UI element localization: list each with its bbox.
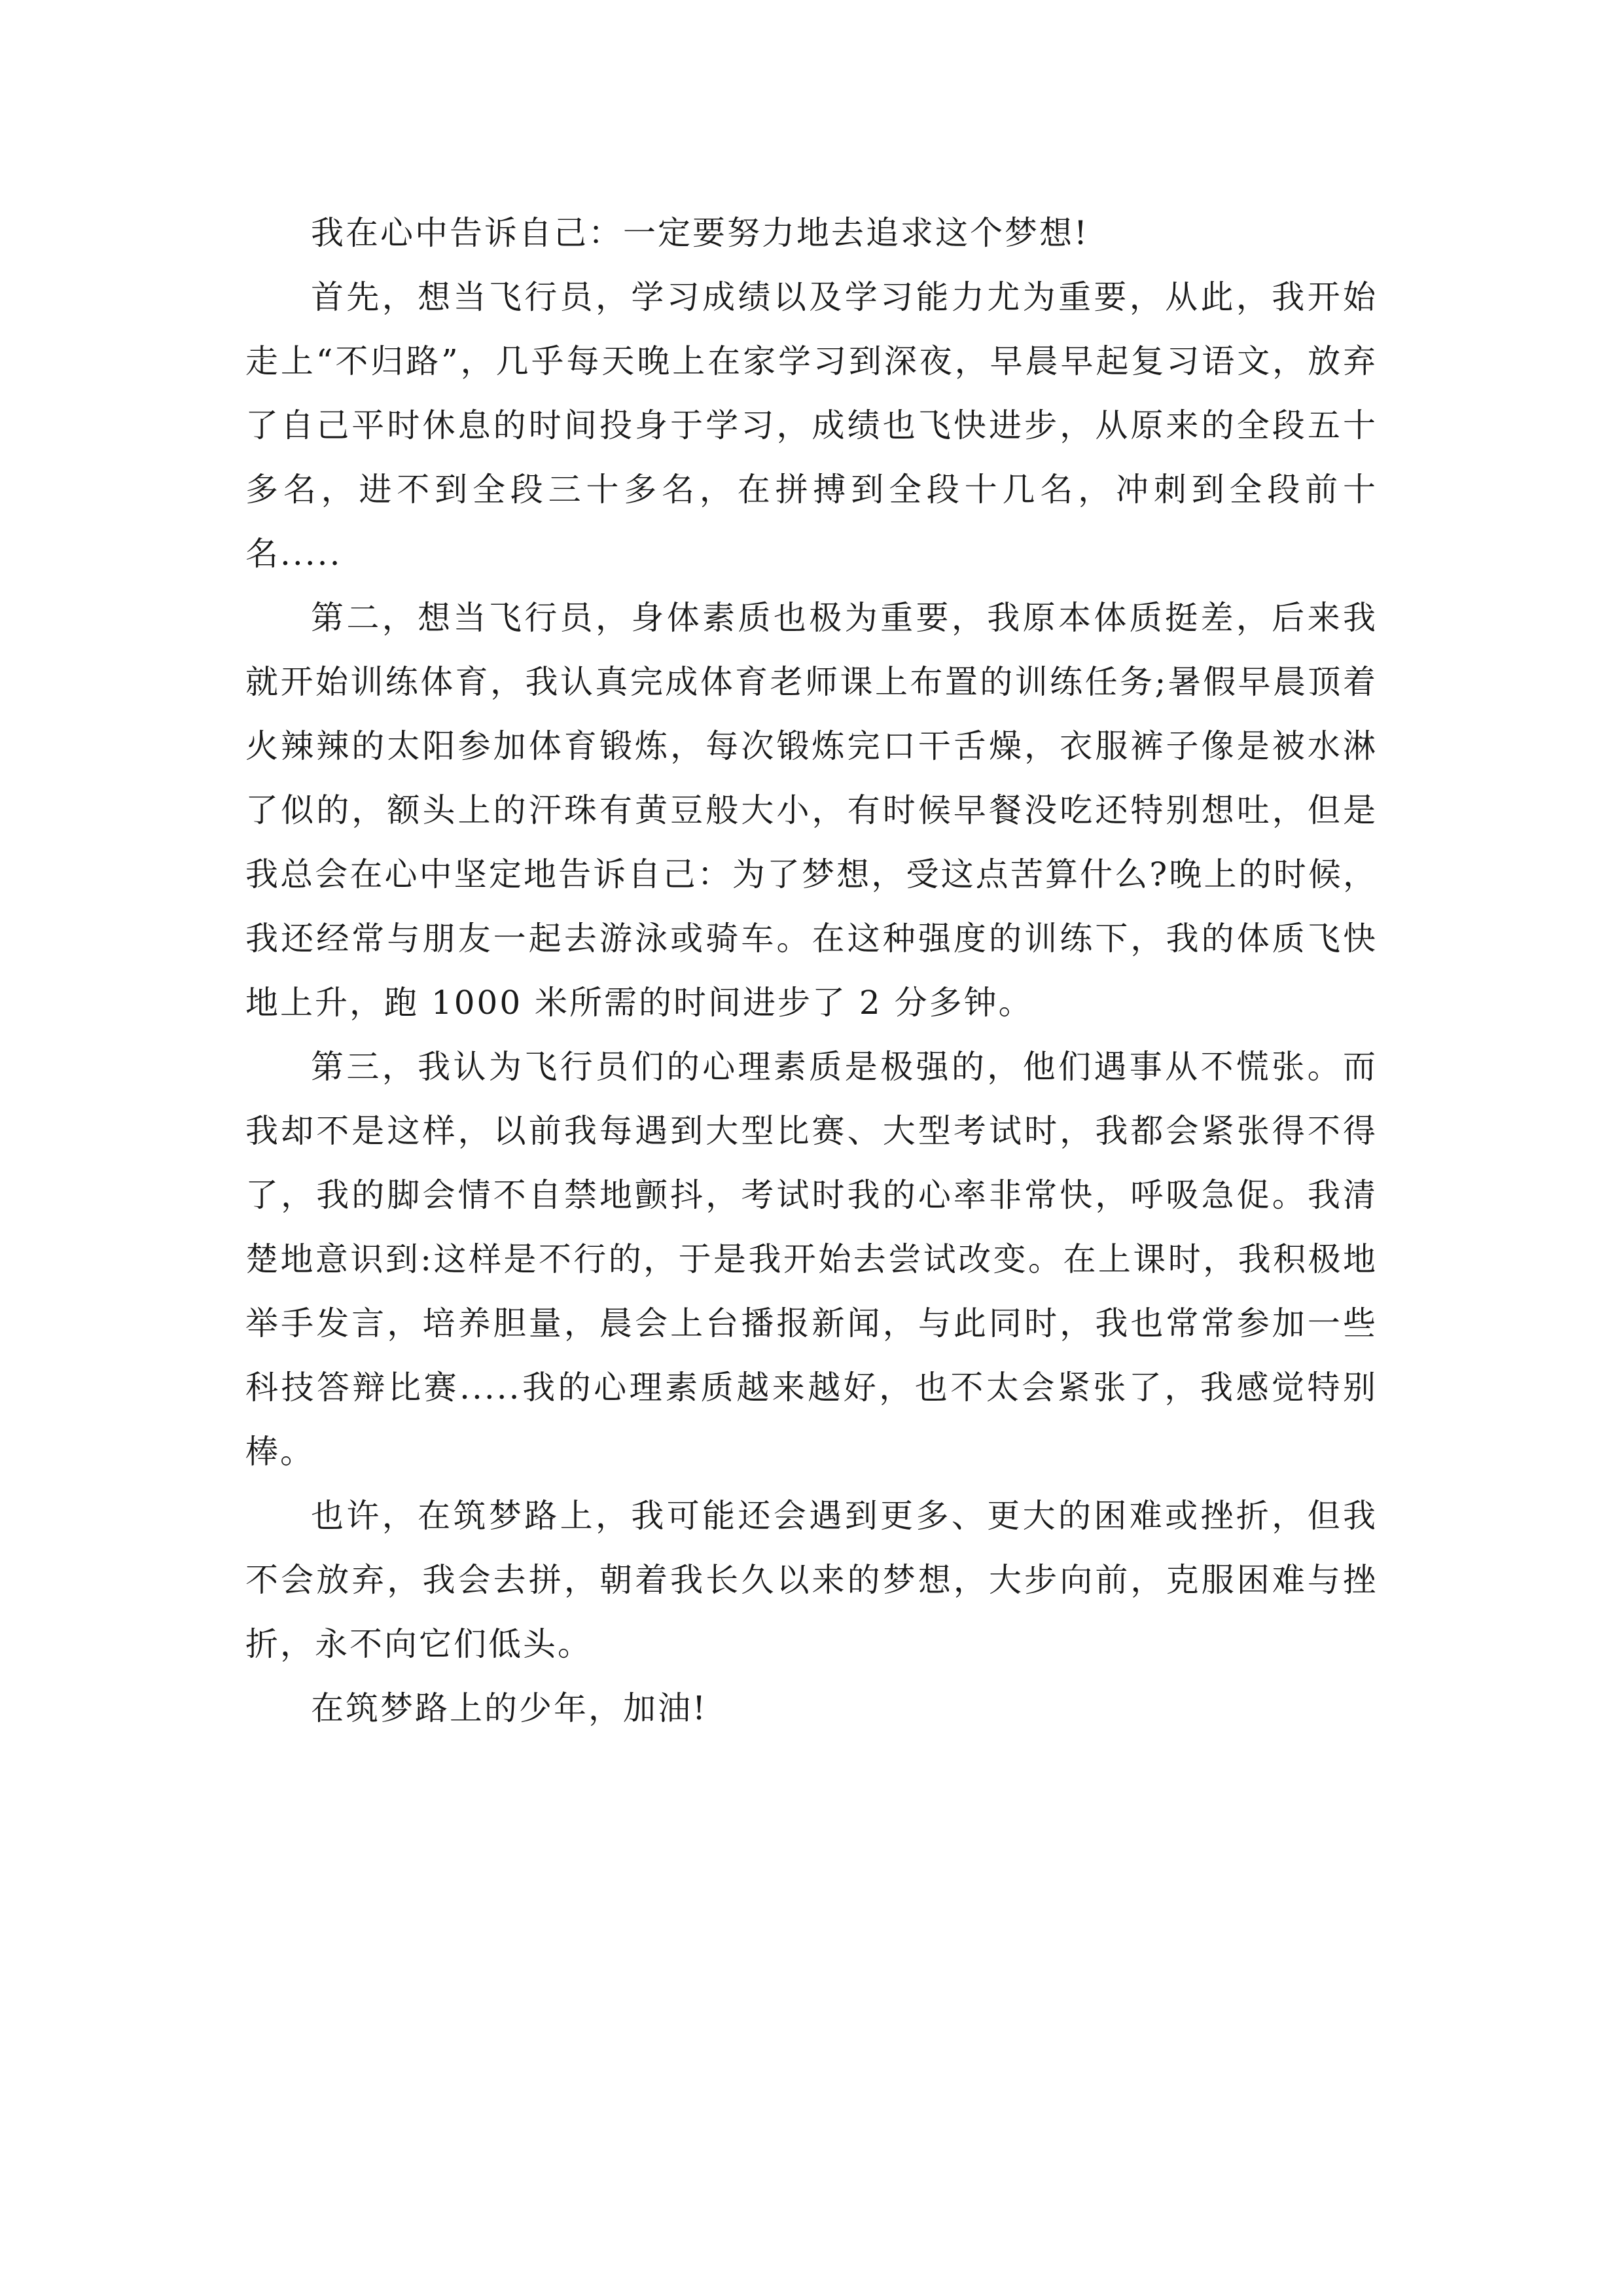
document-body: [245, 201, 1378, 1740]
paragraph-3: 第二，想当飞行员，身体素质也极为重要，我原本体质挺差，后来我就开始训练体育，我认真完成体育老师课上布置的训练任务;暑假早晨顶着火辣辣的太阳参加体育锻炼，每次锻炼完口干舌燥，衣服裤子像是被水淋了似的，额头上的汗珠有黄豆般大小，有时候早餐没吃还特别想吐，但是我总会在心中坚定地告诉自己：为了梦想，受这点苦算什么?晚上的时候，我还经常与朋友一起去游泳或骑车。在这种强度的训练下，我的体质飞快地上升，跑 1000 米所需的时间进步了 2 分多钟。: [245, 599, 1378, 1022]
paragraph-4: 第三，我认为飞行员们的心理素质是极强的，他们遇事从不慌张。而我却不是这样，以前我每遇到大型比赛、大型考试时，我都会紧张得不得了，我的脚会情不自禁地颤抖，考试时我的心率非常快，呼吸急促。我清楚地意识到:这样是不行的，于是我开始去尝试改变。在上课时，我积极地举手发言，培养胆量，晨会上台播报新闻，与此同时，我也常常参加一些科技答辩比赛.....我的心理素质越来越好，也不太会紧张了，我感觉特别棒。: [245, 1048, 1378, 1471]
paragraph-5: 也许，在筑梦路上，我可能还会遇到更多、更大的困难或挫折，但我不会放弃，我会去拼，朝着我长久以来的梦想，大步向前，克服困难与挫折，永不向它们低头。: [245, 1497, 1378, 1663]
paragraph-1: 我在心中告诉自己：一定要努力地去追求这个梦想!: [311, 214, 1090, 252]
paragraph-2: 首先，想当飞行员，学习成绩以及学习能力尤为重要，从此，我开始走上“不归路”，几乎每天晚上在家学习到深夜，早晨早起复习语文，放弃了自己平时休息的时间投身于学习，成绩也飞快进步，从原来的全段五十多名，进不到全段三十多名，在拼搏到全段十几名，冲刺到全段前十名.....: [245, 278, 1378, 573]
paragraph-6: 在筑梦路上的少年，加油!: [311, 1689, 708, 1727]
